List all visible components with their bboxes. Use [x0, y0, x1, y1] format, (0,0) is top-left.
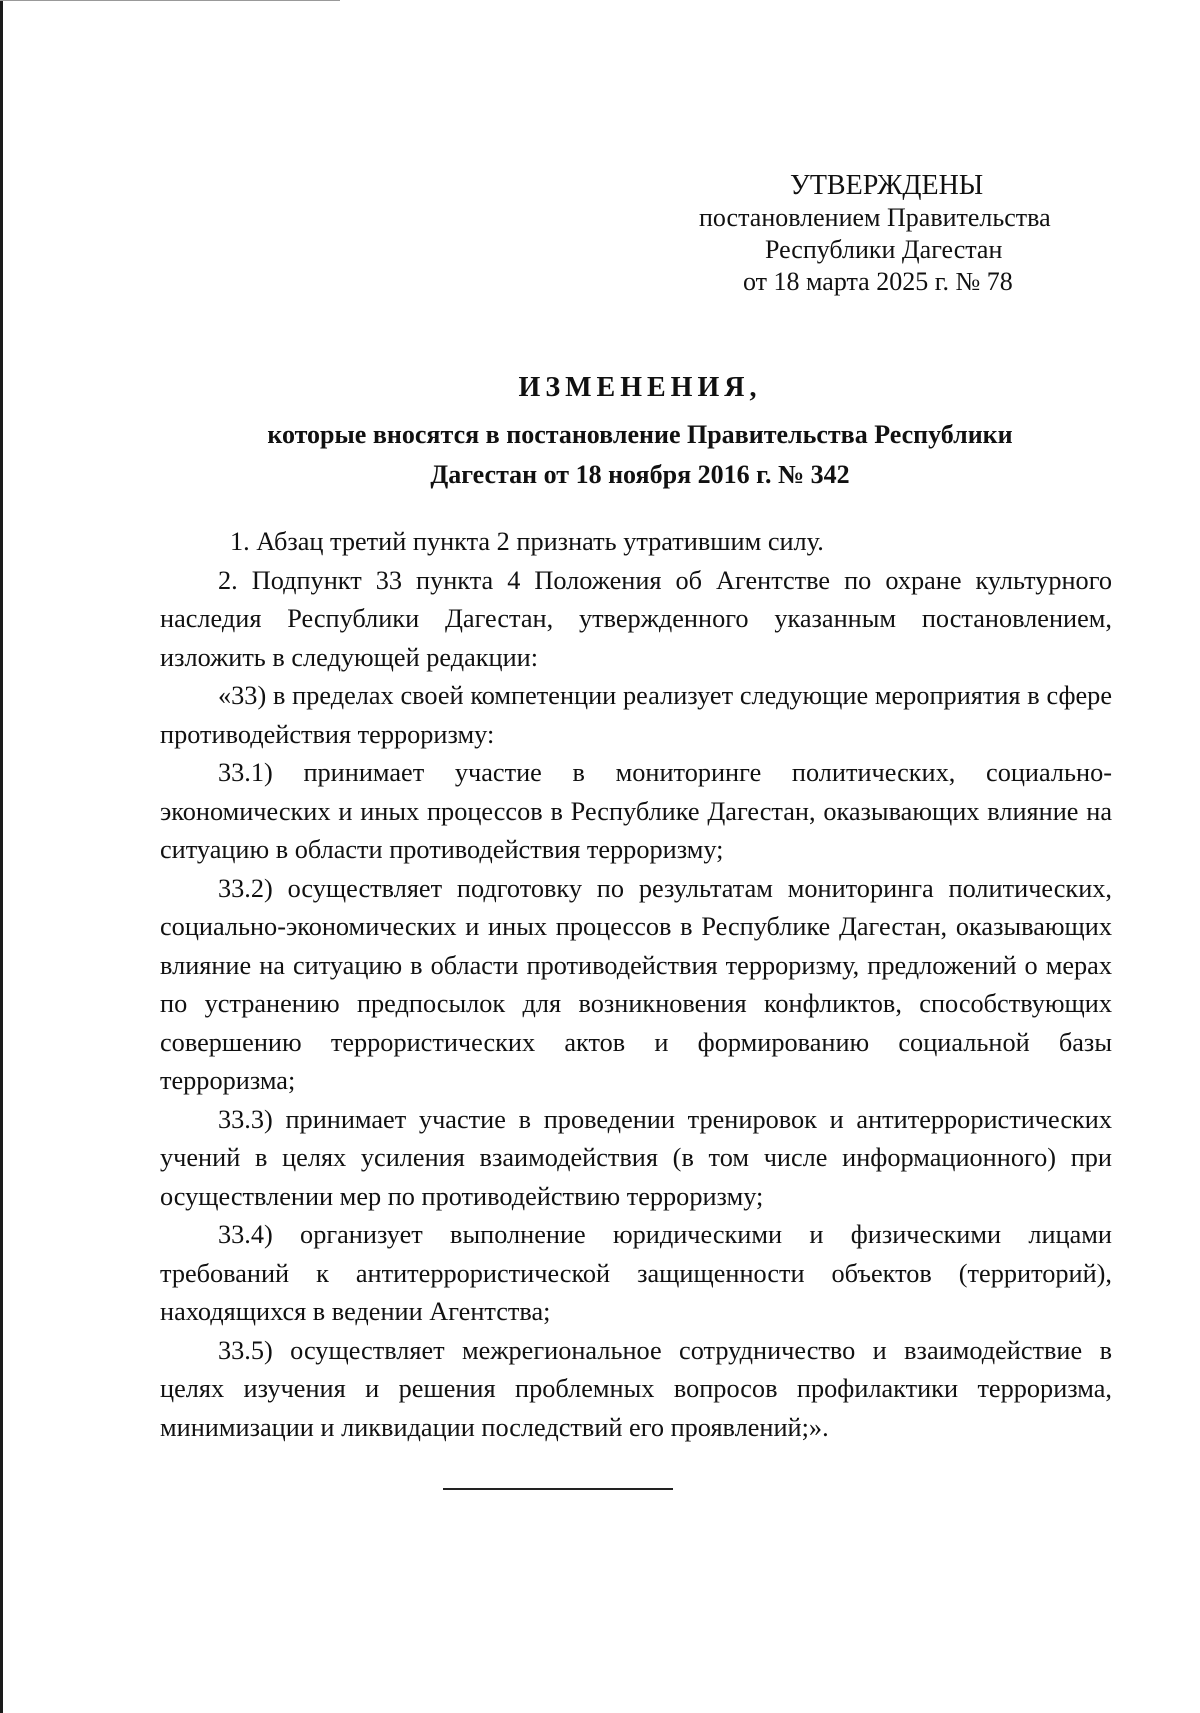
paragraph-6: 33.3) принимает участие в проведении тренировок и антитеррористических учений в целях усиления взаимодействия (в том числе информационного) при осуществлении мер по противодействию терроризму; [160, 1104, 1112, 1211]
document-subtitle [160, 415, 1120, 495]
paragraph-3: «33) в пределах своей компетенции реализует следующие мероприятия в сфере противодействия терроризму: [160, 681, 1112, 749]
paragraph-7: 33.4) организует выполнение юридическими и физическими лицами требований к антитеррористической защищенности объектов (территорий), находящихся в ведении Агентства; [160, 1220, 1112, 1326]
approval-block [660, 170, 1100, 298]
approval-title: УТВЕРЖДЕНЫ [790, 170, 984, 201]
document-body [160, 523, 1112, 1447]
subtitle-line-2: Дагестан от 18 ноября 2016 г. № 342 [430, 460, 850, 489]
approval-line-3: Республики Дагестан [765, 235, 1003, 264]
closing-rule [443, 1488, 673, 1490]
approval-line-2: постановлением Правительства [699, 203, 1051, 232]
scan-left-edge [0, 0, 3, 1713]
document-title: ИЗМЕНЕНИЯ, [518, 372, 762, 403]
subtitle-line-1: которые вносятся в постановление Правительства Республики [267, 420, 1013, 449]
paragraph-5: 33.2) осуществляет подготовку по результатам мониторинга политических, социально-экономических и иных процессов в Республике Дагестан, оказывающих влияние на ситуацию в области противодействия терроризму, предложений о мерах по устранению предпосылок для возникновения конфликтов, способствующих совершению террористических актов и формированию социальной базы терроризма; [160, 873, 1112, 1095]
paragraph-4: 33.1) принимает участие в мониторинге политических, социально-экономических и иных процессов в Республике Дагестан, оказывающих влияние на ситуацию в области противодействия терроризму; [160, 758, 1112, 864]
paragraph-1: 1. Абзац третий пункта 2 признать утратившим силу. [230, 527, 824, 556]
paragraph-2: 2. Подпункт 33 пункта 4 Положения об Агентстве по охране культурного наследия Республики Дагестан, утвержденного указанным постановлением, изложить в следующей редакции: [160, 565, 1112, 672]
approval-line-4: от 18 марта 2025 г. № 78 [743, 267, 1013, 296]
paragraph-8: 33.5) осуществляет межрегиональное сотрудничество и взаимодействие в целях изучения и решения проблемных вопросов профилактики терроризма, минимизации и ликвидации последствий его проявлений;». [160, 1335, 1112, 1442]
scan-top-edge [0, 0, 340, 1]
